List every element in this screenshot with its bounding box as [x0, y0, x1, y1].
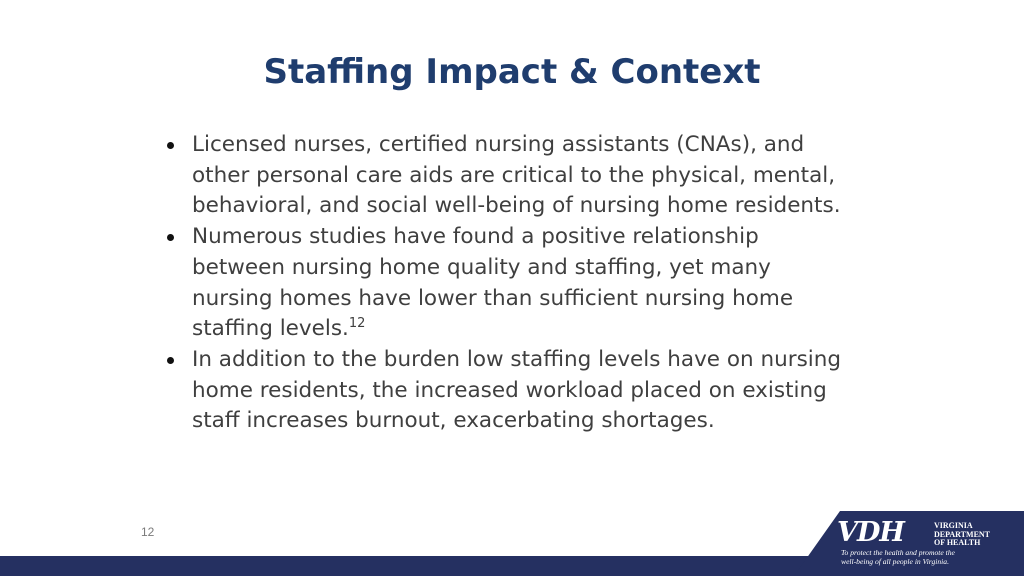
bullet-item [163, 345, 843, 437]
logo-tagline [841, 548, 955, 566]
bullet-dot-icon [167, 234, 174, 241]
dept-line: DEPARTMENT [934, 529, 991, 539]
bullet-text: Numerous studies have found a positive relationship between nursing home quality and staffing, yet many nursing homes have lower than sufficient nursing home staffing levels. [192, 224, 794, 342]
dept-line: VIRGINIA [934, 521, 973, 530]
page-number: 12 [141, 525, 155, 539]
tagline-line: well-being of all people in Virginia. [841, 557, 949, 566]
dept-line: OF HEALTH [934, 538, 981, 548]
logo-wordmark: VDH [837, 517, 904, 548]
tagline-line: To protect the health and promote the [841, 548, 955, 557]
vdh-logo [837, 519, 1017, 569]
bullet-item [163, 222, 843, 345]
bullet-text: Licensed nurses, certified nursing assistants (CNAs), and other personal care aids are critical to the physical, mental, behavioral, and social well-being of nursing home residents. [192, 132, 841, 219]
bullet-dot-icon [167, 357, 174, 364]
bullet-item [163, 130, 843, 222]
bullet-text: In addition to the burden low staffing levels have on nursing home residents, the increased workload placed on existing staff increases burnout, exacerbating shortages. [192, 346, 842, 434]
slide-title: Staffing Impact & Context [263, 52, 761, 92]
footnote-reference: 12 [348, 316, 366, 332]
bullet-dot-icon [167, 142, 174, 149]
logo-department-name [934, 522, 990, 548]
bullet-list [163, 130, 843, 437]
